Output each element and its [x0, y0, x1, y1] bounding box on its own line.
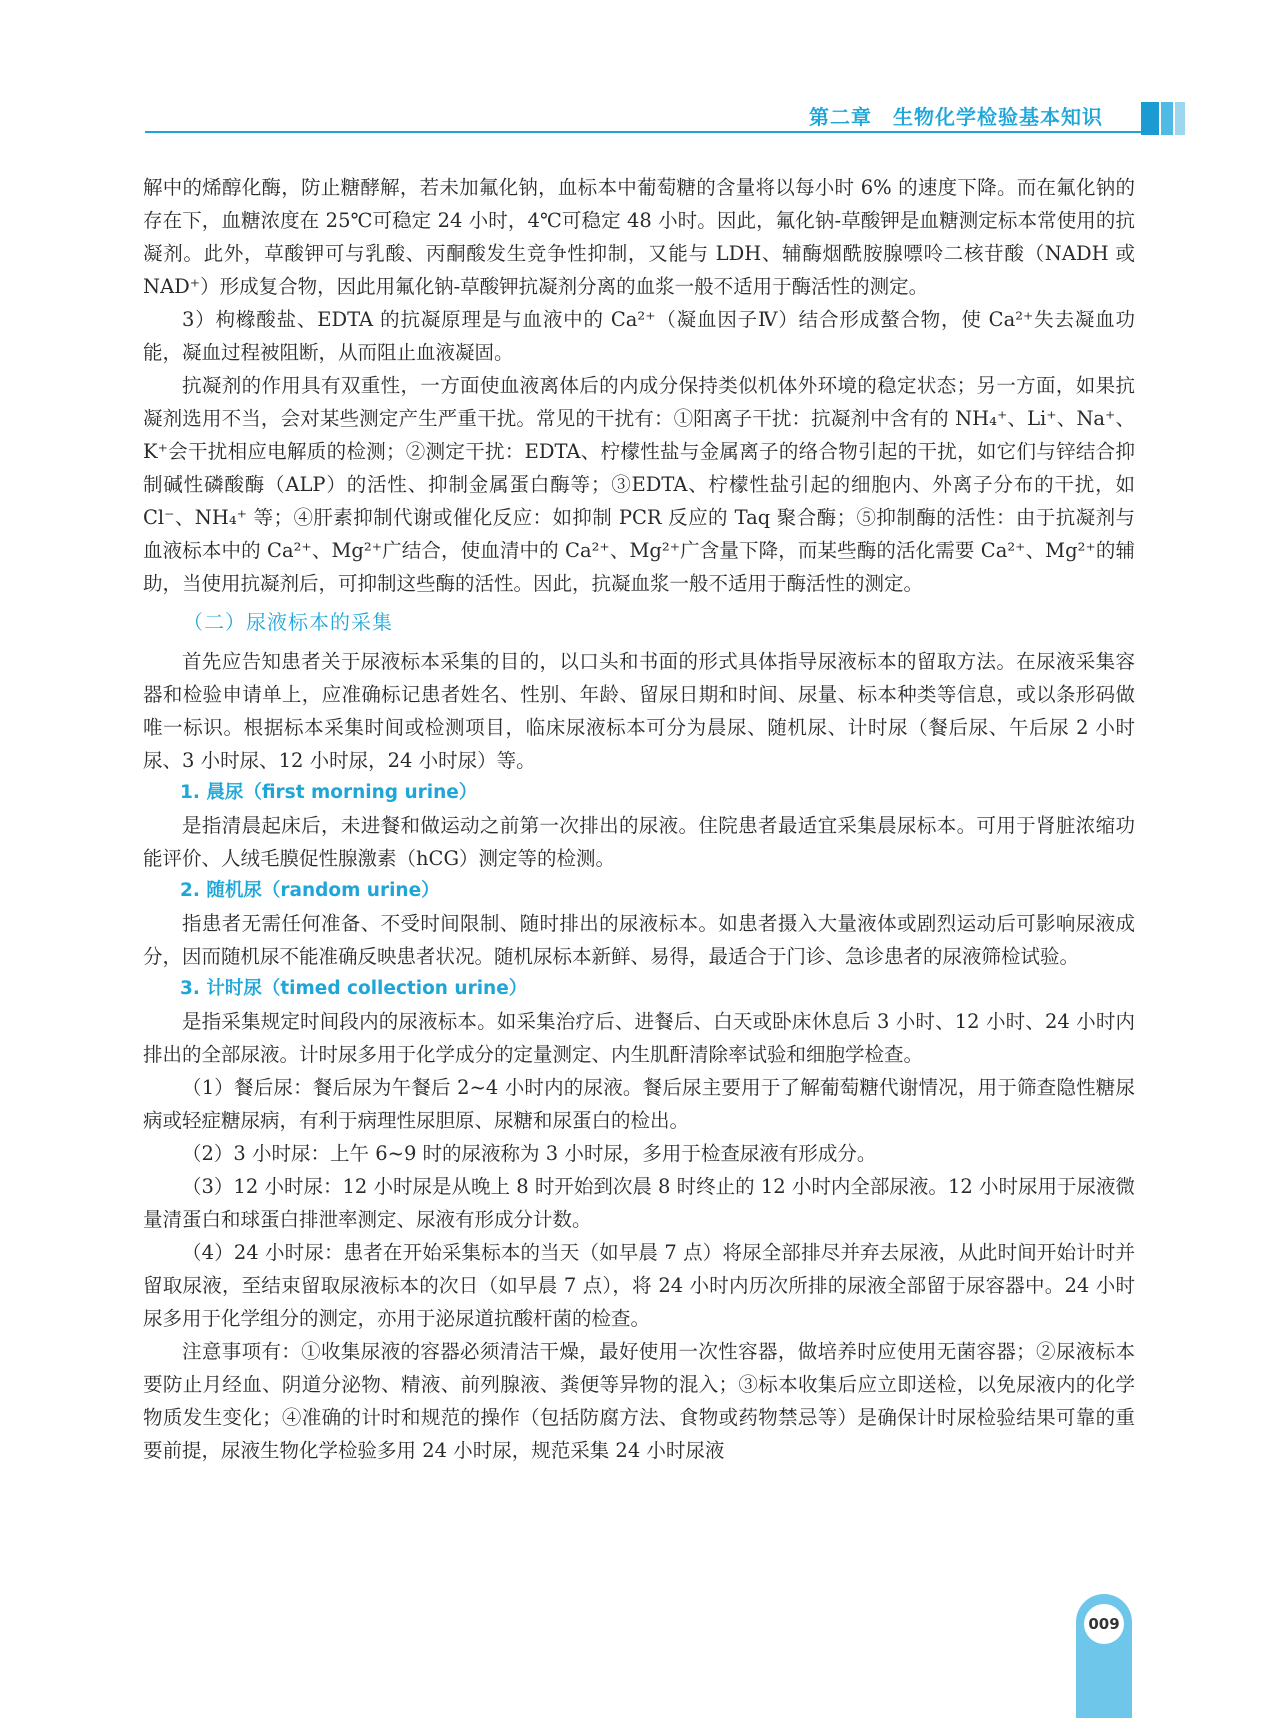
page-header [145, 98, 1185, 134]
page-number: 009 [1084, 1604, 1124, 1644]
paragraph: 抗凝剂的作用具有双重性，一方面使血液离体后的内成分保持类似机体外环境的稳定状态；另一方面，如果抗凝剂选用不当，会对某些测定产生严重干扰。常见的干扰有：①阳离子干扰：抗凝剂中含有的 NH₄⁺、Li⁺、Na⁺、K⁺会干扰相应电解质的检测；②测定干扰：EDTA、柠檬性盐与金属离子的络合物引起的干扰，如它们与锌结合抑制碱性磷酸酶（ALP）的活性、抑制金属蛋白酶等；③EDTA、柠檬性盐引起的细胞内、外离子分布的干扰，如 Cl⁻、NH₄⁺ 等；④肝素抑制代谢或催化反应：如抑制 PCR 反应的 Taq 聚合酶；⑤抑制酶的活性：由于抗凝剂与血液标本中的 Ca²⁺、Mg²⁺广结合，使血清中的 Ca²⁺、Mg²⁺广含量下降，而某些酶的活化需要 Ca²⁺、Mg²⁺的辅助，当使用抗凝剂后，可抑制这些酶的活性。因此，抗凝血浆一般不适用于酶活性的测定。 [143, 374, 1135, 595]
subheading-morning-urine: 1. 晨尿（first morning urine） [180, 782, 478, 803]
subheading-random-urine: 2. 随机尿（random urine） [180, 880, 440, 901]
paragraph: （1）餐后尿：餐后尿为午餐后 2~4 小时内的尿液。餐后尿主要用于了解葡萄糖代谢情况，用于筛查隐性糖尿病或轻症糖尿病，有利于病理性尿胆原、尿糖和尿蛋白的检出。 [143, 1076, 1135, 1132]
paragraph: （3）12 小时尿：12 小时尿是从晚上 8 时开始到次晨 8 时终止的 12 小时内全部尿液。12 小时尿用于尿液微量清蛋白和球蛋白排泄率测定、尿液有形成分计数。 [143, 1175, 1135, 1231]
subheading-timed-urine: 3. 计时尿（timed collection urine） [180, 978, 528, 999]
page-body [143, 171, 1135, 1467]
chapter-title: 第二章 生物化学检验基本知识 [809, 105, 1103, 129]
header-block-light [1175, 102, 1185, 135]
paragraph: 是指清晨起床后，未进餐和做运动之前第一次排出的尿液。住院患者最适宜采集晨尿标本。可用于肾脏浓缩功能评价、人绒毛膜促性腺激素（hCG）测定等的检测。 [143, 814, 1135, 870]
header-rule [145, 131, 1145, 133]
paragraph: （2）3 小时尿：上午 6~9 时的尿液称为 3 小时尿，多用于检查尿液有形成分。 [182, 1142, 877, 1165]
header-color-blocks [1141, 102, 1185, 135]
paragraph: 解中的烯醇化酶，防止糖酵解，若未加氟化钠，血标本中葡萄糖的含量将以每小时 6% 的速度下降。而在氟化钠的存在下，血糖浓度在 25℃可稳定 24 小时，4℃可稳定 48 小时。因此，氟化钠-草酸钾是血糖测定标本常使用的抗凝剂。此外，草酸钾可与乳酸、丙酮酸发生竞争性抑制，又能与 LDH、辅酶烟酰胺腺嘌呤二核苷酸（NADH 或 NAD⁺）形成复合物，因此用氟化钠-草酸钾抗凝剂分离的血浆一般不适用于酶活性的测定。 [143, 176, 1135, 298]
section-heading: （二）尿液标本的采集 [183, 610, 393, 634]
paragraph: 是指采集规定时间段内的尿液标本。如采集治疗后、进餐后、白天或卧床休息后 3 小时、12 小时、24 小时内排出的全部尿液。计时尿多用于化学成分的定量测定、内生肌酐清除率试验和细胞学检查。 [143, 1010, 1135, 1066]
paragraph: 指患者无需任何准备、不受时间限制、随时排出的尿液标本。如患者摄入大量液体或剧烈运动后可影响尿液成分，因而随机尿不能准确反映患者状况。随机尿标本新鲜、易得，最适合于门诊、急诊患者的尿液筛检试验。 [143, 912, 1135, 968]
header-block-mid [1161, 102, 1173, 135]
paragraph: （4）24 小时尿：患者在开始采集标本的当天（如早晨 7 点）将尿全部排尽并弃去尿液，从此时间开始计时并留取尿液，至结束留取尿液标本的次日（如早晨 7 点），将 24 小时内历次所排的尿液全部留于尿容器中。24 小时尿多用于化学组分的测定，亦用于泌尿道抗酸杆菌的检查。 [143, 1241, 1135, 1330]
paragraph: 注意事项有：①收集尿液的容器必须清洁干燥，最好使用一次性容器，做培养时应使用无菌容器；②尿液标本要防止月经血、阴道分泌物、精液、前列腺液、粪便等异物的混入；③标本收集后应立即送检，以免尿液内的化学物质发生变化；④准确的计时和规范的操作（包括防腐方法、食物或药物禁忌等）是确保计时尿检验结果可靠的重要前提，尿液生物化学检验多用 24 小时尿，规范采集 24 小时尿液 [143, 1340, 1135, 1462]
paragraph: 3）枸橼酸盐、EDTA 的抗凝原理是与血液中的 Ca²⁺（凝血因子Ⅳ）结合形成螯合物，使 Ca²⁺失去凝血功能，凝血过程被阻断，从而阻止血液凝固。 [143, 308, 1135, 364]
header-block-dark [1141, 102, 1159, 135]
paragraph: 首先应告知患者关于尿液标本采集的目的，以口头和书面的形式具体指导尿液标本的留取方法。在尿液采集容器和检验申请单上，应准确标记患者姓名、性别、年龄、留尿日期和时间、尿量、标本种类等信息，或以条形码做唯一标识。根据标本采集时间或检测项目，临床尿液标本可分为晨尿、随机尿、计时尿（餐后尿、午后尿 2 小时尿、3 小时尿、12 小时尿，24 小时尿）等。 [143, 650, 1135, 772]
